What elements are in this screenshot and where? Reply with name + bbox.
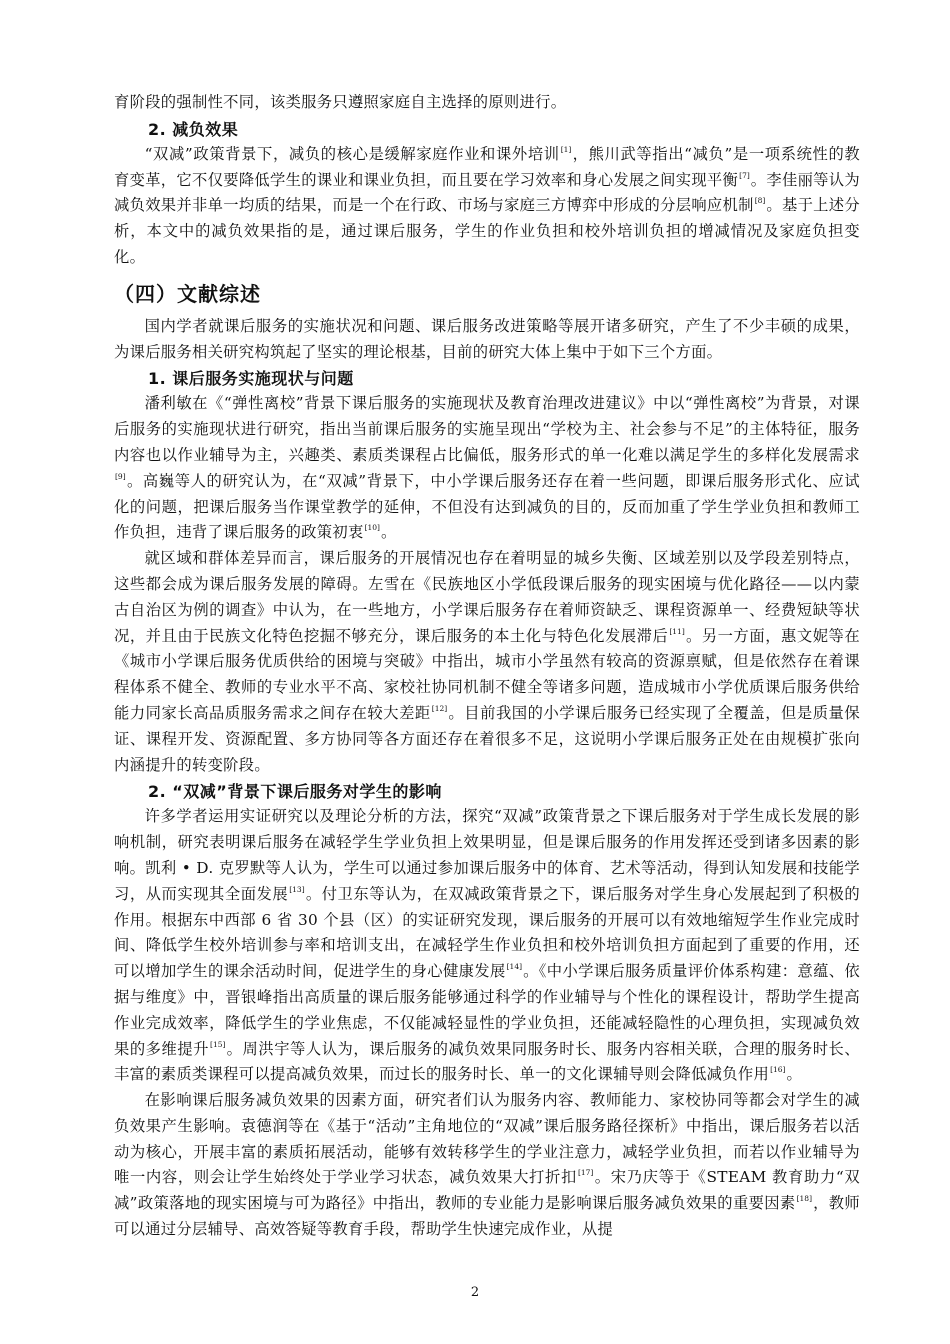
paragraph-text: 。 bbox=[786, 1065, 803, 1084]
paragraph-text: 。另一方面，惠文妮等在《城市小学课后服务优质供给的困境与突破》中指出，城市小学虽然有较高的资源禀赋，但是依然存在着课程体系不健全、教师的专业水平不高、家校社协同机制不健全等诸多问题，造成城市小学优质课后服务供给能力同家长高品质服务需求之间存在较大差距 bbox=[114, 626, 860, 722]
citation-ref: [15] bbox=[210, 1039, 226, 1049]
citation-ref: [1] bbox=[560, 144, 572, 154]
citation-ref: [11] bbox=[669, 626, 685, 636]
citation-ref: [12] bbox=[431, 703, 448, 713]
reduction-effect-paragraph bbox=[114, 142, 860, 271]
literature-review-intro-paragraph bbox=[114, 314, 860, 366]
paragraph-text: ，教师可以通过分层辅导、高效答疑等教育手段，帮助学生快速完成作业，从提 bbox=[114, 1194, 860, 1239]
student-impact-paragraph-1 bbox=[114, 804, 860, 1088]
paragraph-text: 。付卫东等认为，在双减政策背景之下，课后服务对学生身心发展起到了积极的作用。根据东中西部 6 省 30 个县（区）的实证研究发现，课后服务的开展可以有效地缩短学生作业完成时间、降低学生校外培训参与率和培训支出，在减轻学生作业负担和校外培训负担方面起到了重要的作用，还可以增加学生的课余活动时间，促进学生的身心健康发展 bbox=[114, 884, 860, 981]
intro-paragraph bbox=[114, 90, 860, 116]
citation-ref: [14] bbox=[506, 962, 523, 972]
citation-ref: [9] bbox=[115, 471, 126, 481]
paragraph-text: “双减”政策背景下，减负的核心是缓解家庭作业和课外培训 bbox=[144, 144, 560, 163]
section-heading-literature-review: （四）文献综述 bbox=[114, 281, 261, 306]
subsection-heading-implementation-status: 1. 课后服务实施现状与问题 bbox=[148, 369, 354, 389]
paragraph-text: 。 bbox=[380, 523, 397, 542]
paragraph-text: 。目前我国的小学课后服务已经实现了全覆盖，但是质量保证、课程开发、资源配置、多方协同等各方面还存在着很多不足，这说明小学课后服务正处在由规模扩张向内涵提升的转变阶段。 bbox=[114, 703, 860, 774]
paragraph-text: 在影响课后服务减负效果的因素方面，研究者们认为服务内容、教师能力、家校协同等都会对学生的减负效果产生影响。袁德润等在《基于“活动”主角地位的“双减”课后服务路径探析》中指出，课后服务若以活动为核心，开展丰富的素质拓展活动，能够有效转移学生的学业注意力，减轻学业负担，而若以作业辅导为唯一内容，则会让学生始终处于学业学习状态，减负效果大打折扣 bbox=[114, 1091, 860, 1187]
implementation-status-paragraph-2 bbox=[114, 546, 860, 778]
paragraph-text: 。周洪宇等人认为，课后服务的减负效果同服务时长、服务内容相关联，合理的服务时长、丰富的素质类课程可以提高减负效果，而过长的服务时长、单一的文化课辅导则会降低减负作用 bbox=[114, 1039, 860, 1084]
citation-ref: [17] bbox=[577, 1168, 594, 1178]
citation-ref: [16] bbox=[770, 1065, 786, 1075]
paragraph-text: 许多学者运用实证研究以及理论分析的方法，探究“双减”政策背景之下课后服务对于学生成长发展的影响机制，研究表明课后服务在减轻学生学业负担上效果明显，但是课后服务的作用发挥还受到诸多因素的影响。凯利 • D. 克罗默等人认为，学生可以通过参加课后服务中的体育、艺术等活动，得到认知发展和技能学习，从而实现其全面发展 bbox=[114, 807, 860, 903]
paragraph-text: 。高巍等人的研究认为，在“双减”背景下，中小学课后服务还存在着一些问题，即课后服务形式化、应试化的问题，把课后服务当作课堂教学的延伸，不但没有达到减负的目的，反而加重了学生学业负担和教师工作负担，违背了课后服务的政策初衷 bbox=[114, 471, 860, 542]
citation-ref: [8] bbox=[754, 196, 766, 206]
document-page bbox=[114, 90, 860, 1243]
paragraph-text: 。《中小学课后服务质量评价体系构建：意蕴、依据与维度》中，晋银峰指出高质量的课后服务能够通过科学的作业辅导与个性化的课程设计，帮助学生提高作业完成效率，降低学生的学业焦虑，不仅能减轻显性的学业负担，还能减轻隐性的心理负担，实现减负效果的多维提升 bbox=[114, 962, 860, 1058]
paragraph-text: 育阶段的强制性不同，该类服务只遵照家庭自主选择的原则进行。 bbox=[114, 93, 567, 111]
paragraph-text: 。宋乃庆等于《STEAM 教育助力“双减”政策落地的现实困境与可为路径》中指出，教师的专业能力是影响课后服务减负效果的重要因素 bbox=[114, 1168, 860, 1213]
paragraph-text: 就区域和群体差异而言，课后服务的开展情况也存在着明显的城乡失衡、区域差别以及学段差别特点，这些都会成为课后服务发展的障碍。左雪在《民族地区小学低段课后服务的现实困境与优化路径——以内蒙古自治区为例的调查》中认为，在一些地方，小学课后服务存在着师资缺乏、课程资源单一、经费短缺等状况，并且由于民族文化特色挖掘不够充分，课后服务的本土化与特色化发展滞后 bbox=[114, 549, 860, 645]
paragraph-text: ，熊川武等指出“减负”是一项系统性的教育变革，它不仅要降低学生的课业和课业负担，而且要在学习效率和身心发展之间实现平衡 bbox=[114, 144, 861, 189]
paragraph-text: 潘利敏在《“弹性离校”背景下课后服务的实施现状及教育治理改进建议》中以“弹性离校”为背景，对课后服务的实施现状进行研究，指出当前课后服务的实施呈现出“学校为主、社会参与不足”的主体特征，服务内容也以作业辅导为主，兴趣类、素质类课程占比偏低，服务形式的单一化难以满足学生的多样化发展需求 bbox=[114, 394, 860, 464]
student-impact-paragraph-2 bbox=[114, 1088, 860, 1243]
paragraph-text: 国内学者就课后服务的实施状况和问题、课后服务改进策略等展开诸多研究，产生了不少丰硕的成果，为课后服务相关研究构筑起了坚实的理论根基，目前的研究大体上集中于如下三个方面。 bbox=[114, 316, 860, 361]
citation-ref: [13] bbox=[289, 884, 305, 894]
subsection-heading-student-impact: 2. “双减”背景下课后服务对学生的影响 bbox=[148, 782, 442, 802]
citation-ref: [7] bbox=[739, 170, 750, 180]
subsection-heading-reduction-effect: 2. 减负效果 bbox=[148, 119, 239, 139]
citation-ref: [10] bbox=[364, 523, 380, 533]
page-number: 2 bbox=[470, 1285, 480, 1300]
paragraph-text: 。基于上述分析，本文中的减负效果指的是，通过课后服务，学生的作业负担和校外培训负担的增减情况及家庭负担变化。 bbox=[114, 196, 860, 266]
implementation-status-paragraph-1 bbox=[114, 391, 860, 546]
citation-ref: [18] bbox=[796, 1194, 813, 1204]
paragraph-text: 。李佳丽等认为减负效果并非单一均质的结果，而是一个在行政、市场与家庭三方博弈中形成的分层响应机制 bbox=[114, 170, 860, 215]
